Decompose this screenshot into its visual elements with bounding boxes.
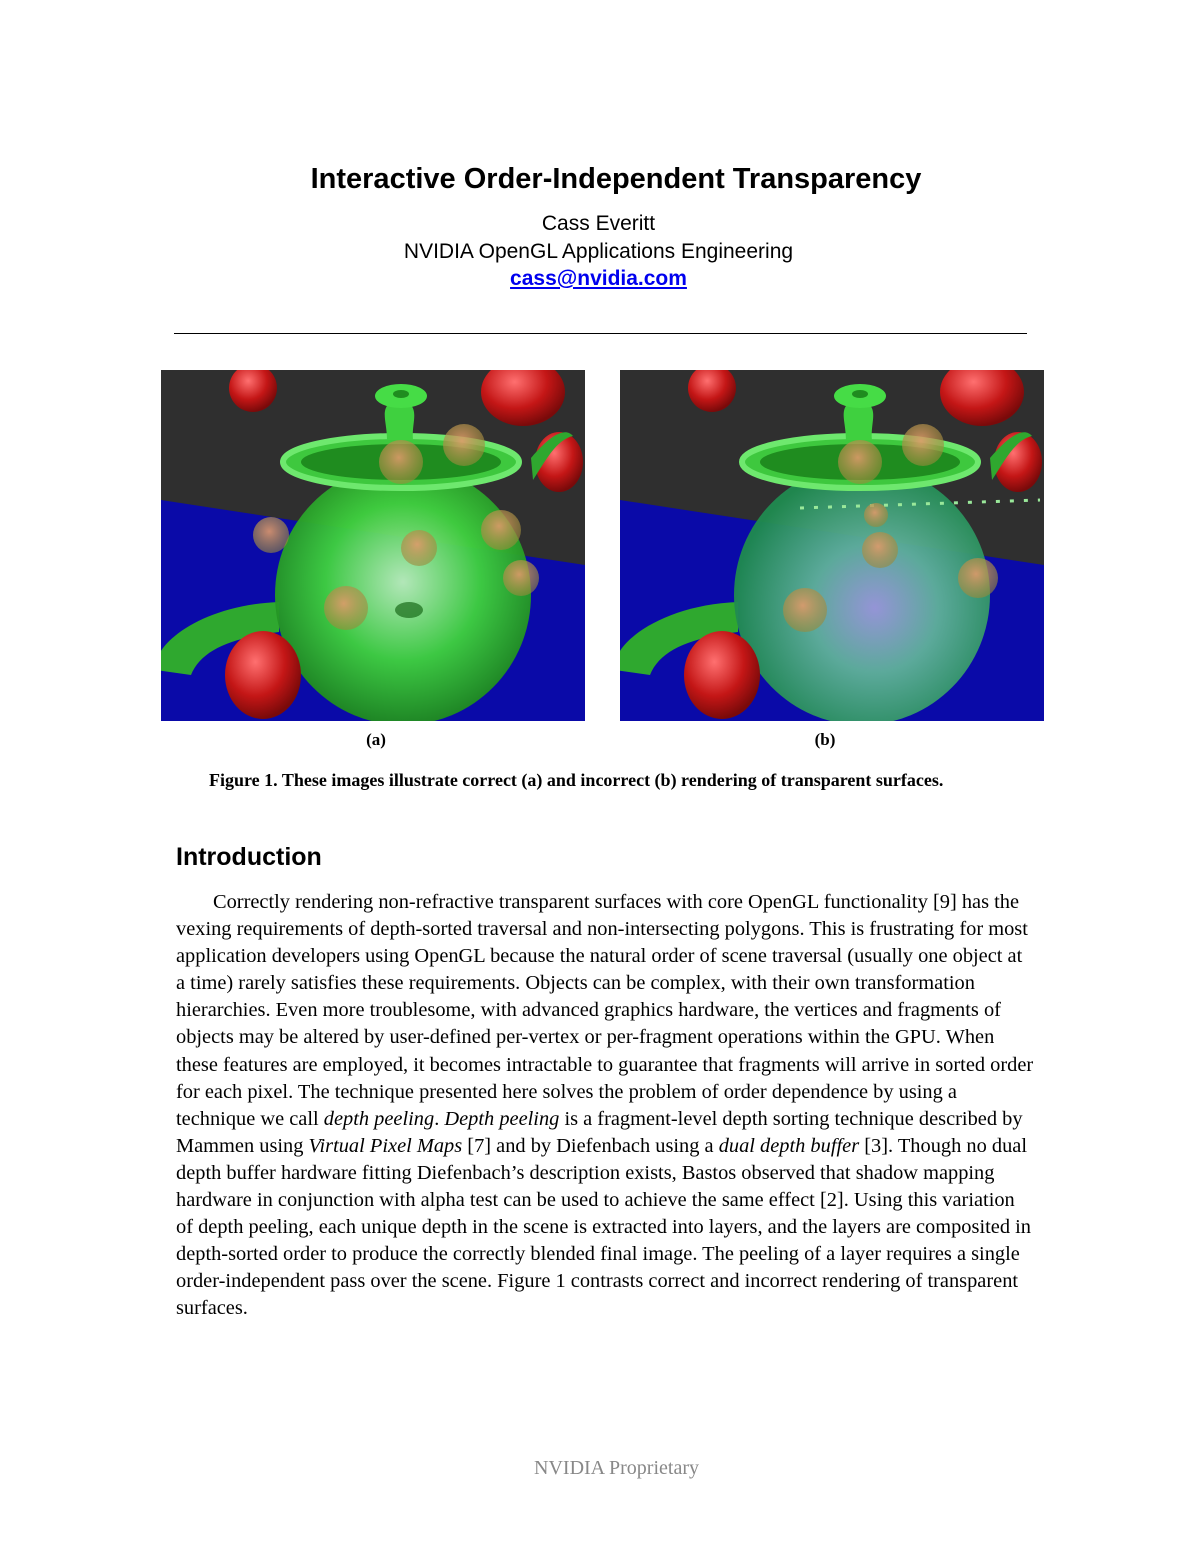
section-heading: Introduction	[176, 843, 322, 871]
body-text-run: .	[434, 1107, 445, 1130]
figure-1b-image	[620, 370, 1044, 721]
body-text-run: [3]. Though no dual depth buffer hardware fitting Diefenbach’s description exists, Bastos observed that shadow mapping hardware in conjunction with alpha test can be used to achieve the same effect [2]. Using this variation of depth peeling, each unique depth in the scene is extracted into layers, and the layers are composited in depth-sorted order to produce the correctly blended final image. The peeling of a layer requires a single order-independent pass over the scene. Figure 1 contrasts correct and incorrect rendering of transparent surfaces.	[176, 1134, 1031, 1320]
title-divider	[174, 333, 1027, 334]
figure-1a-image	[161, 370, 585, 721]
figure-caption: Figure 1. These images illustrate correct (a) and incorrect (b) rendering of transparent surfaces.	[209, 770, 944, 790]
term-depth-peeling: depth peeling	[323, 1107, 435, 1130]
body-text-run: is a fragment-level depth sorting technique described by Mammen using	[176, 1107, 1023, 1157]
body-text-run: [7] and by Diefenbach using a	[462, 1134, 719, 1157]
figure-1b-label: (b)	[814, 730, 836, 749]
figure-1a-label: (a)	[366, 730, 386, 749]
page-footer: NVIDIA Proprietary	[534, 1457, 699, 1479]
author-email-link[interactable]: cass@nvidia.com	[510, 267, 687, 290]
body-text-run: Correctly rendering non-refractive transparent surfaces with core OpenGL functionality [9] has the vexing requirements of depth-sorted traversal and non-intersecting polygons. This is frustrating for most application developers using OpenGL because the natural order of scene traversal (usually one object at a time) rarely satisfies these requirements. Objects can be complex, with their own transformation hierarchies. Even more troublesome, with advanced graphics hardware, the vertices and fragments of objects may be altered by user-defined per-vertex or per-fragment operations within the GPU. When these features are employed, it becomes intractable to guarantee that fragments will arrive in sorted order for each pixel. The technique presented here solves the problem of order dependence by using a technique we call	[176, 891, 1034, 1130]
introduction-paragraph	[176, 889, 1036, 1323]
paper-title: Interactive Order-Independent Transparency	[310, 163, 922, 195]
author-affiliation: NVIDIA OpenGL Applications Engineering	[403, 240, 794, 263]
term-depth-peeling: Depth peeling	[444, 1107, 560, 1130]
author-name: Cass Everitt	[541, 212, 656, 235]
term-virtual-pixel-maps: Virtual Pixel Maps	[308, 1134, 463, 1157]
term-dual-depth-buffer: dual depth buffer	[718, 1134, 860, 1157]
